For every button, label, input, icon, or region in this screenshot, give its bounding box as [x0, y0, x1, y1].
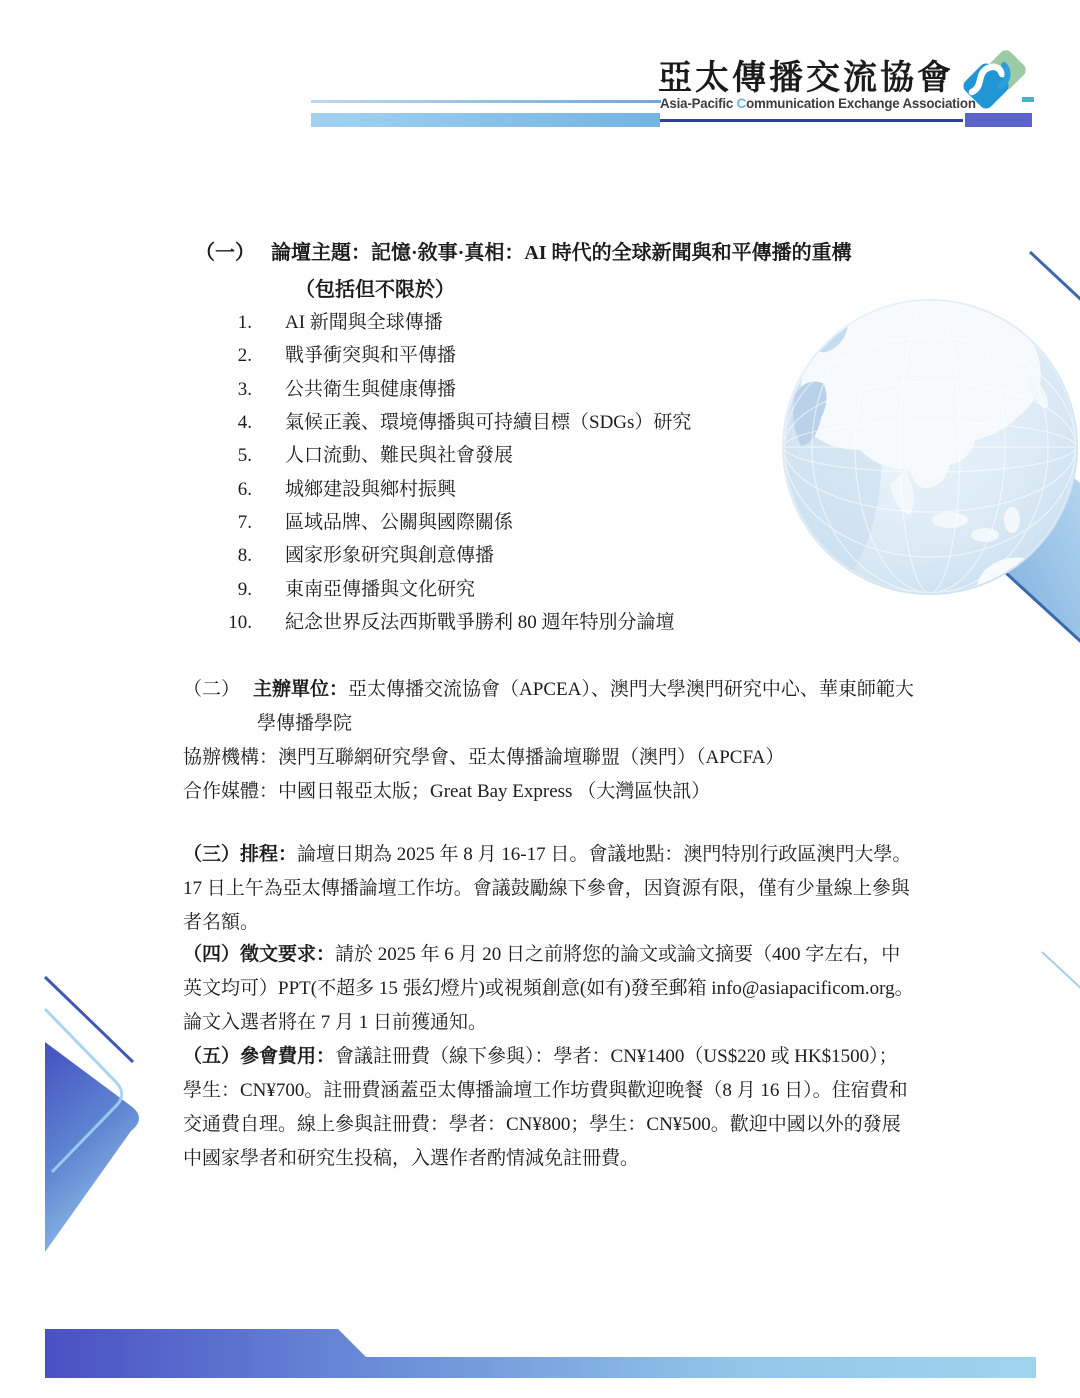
- org-name-en-pre: Asia-Pacific: [660, 95, 737, 111]
- topic-item: [197, 578, 475, 602]
- corner-triangle-graphic: [45, 977, 139, 1252]
- topic-item-text: 人口流動、難民與社會發展: [285, 445, 514, 466]
- topic-item: [197, 378, 456, 402]
- topic-item-number: 10.: [228, 612, 252, 633]
- topic-item: [197, 478, 456, 502]
- topic-item-text: 戰爭衝突與和平傳播: [285, 345, 457, 366]
- section-3-line-1: [183, 843, 911, 867]
- section-2-line-2: 學傳播學院: [257, 713, 353, 734]
- section-4-heading: （四）徵文要求：: [183, 944, 336, 965]
- section-4-line-3: 論文入選者將在 7 月 1 日前獲通知。: [183, 1012, 488, 1033]
- topic-item-number: 7.: [237, 512, 252, 533]
- section-5-line-3: 交通費自理。線上參與註冊費：學者：CN¥800；學生：CN¥500。歡迎中國以外的發展: [183, 1114, 901, 1135]
- topic-item-text: 東南亞傳播與文化研究: [285, 579, 476, 600]
- topic-item-number: 3.: [237, 379, 252, 400]
- topic-item-number: 5.: [237, 445, 252, 466]
- header-block-purple: [965, 113, 1032, 127]
- topic-item-number: 9.: [237, 579, 252, 600]
- section-5-line-2: 學生：CN¥700。註冊費涵蓋亞太傳播論壇工作坊費與歡迎晚餐（8 月 16 日）。住宿費和: [183, 1080, 908, 1101]
- section-4-line-1-text: 請於 2025 年 6 月 20 日之前將您的論文或論文摘要（400 字左右，中: [335, 944, 901, 965]
- section-5-line-4: 中國家學者和研究生投稿，入選作者酌情減免註冊費。: [183, 1148, 640, 1169]
- topic-item: [197, 344, 456, 368]
- section-3-line-2: 17 日上午為亞太傳播論壇工作坊。會議鼓勵線下參會，因資源有限，僅有少量線上參與: [183, 878, 910, 899]
- section-3-heading: （三）排程：: [183, 844, 298, 865]
- section-5-line-1-text: 會議註冊費（線下參與）：學者：CN¥1400（US$220 或 HK$1500）；: [335, 1046, 898, 1067]
- topic-item-text: AI 新聞與全球傳播: [285, 312, 443, 333]
- section-1-heading: [195, 241, 852, 265]
- section-5-heading: （五）參會費用：: [183, 1046, 336, 1067]
- section-3-line-3: 者名額。: [183, 912, 260, 933]
- topic-item: [197, 411, 691, 435]
- topic-item-number: 6.: [237, 479, 252, 500]
- header-rule-navy: [660, 119, 963, 122]
- section-2-heading: 主辦單位：: [253, 679, 349, 700]
- topic-item-text: 氣候正義、環境傳播與可持續目標（SDGs）研究: [285, 412, 692, 433]
- org-logo-icon: [958, 48, 1032, 114]
- section-2-line-3: 協辦機構：澳門互聯網研究學會、亞太傳播論壇聯盟（澳門）（APCFA）: [183, 747, 785, 768]
- section-1-title: 論壇主題：記憶·敘事·真相：AI 時代的全球新聞與和平傳播的重構: [271, 242, 852, 264]
- org-name-en-rest: ommunication Exchange Association: [746, 95, 976, 111]
- topic-item-number: 1.: [237, 312, 252, 333]
- topic-item-number: 8.: [237, 545, 252, 566]
- org-name-en-accent-c: C: [736, 95, 747, 111]
- topic-item-number: 2.: [237, 345, 252, 366]
- header-bar-light: [311, 113, 660, 127]
- topic-item: [197, 544, 494, 568]
- topic-item-text: 城鄉建設與鄉村振興: [285, 479, 457, 500]
- topic-item: [197, 511, 513, 535]
- topic-item-text: 國家形象研究與創意傳播: [285, 545, 495, 566]
- topic-item-number: 4.: [237, 412, 252, 433]
- topic-item: [197, 444, 513, 468]
- section-4-line-2: 英文均可）PPT(不超多 15 張幻燈片)或視頻創意(如有)發至郵箱 info@asiapacificom.org。: [183, 978, 914, 999]
- org-name-zh: 亞太傳播交流協會: [658, 60, 954, 97]
- topic-item-text: 紀念世界反法西斯戰爭勝利 80 週年特別分論壇: [285, 612, 675, 633]
- section-2-label: （二）: [183, 679, 241, 700]
- org-name-en: [660, 95, 976, 111]
- header-rule-thin: [311, 100, 661, 103]
- topic-item-text: 區域品牌、公關與國際關係: [285, 512, 514, 533]
- section-3-line-1-text: 論壇日期為 2025 年 8 月 16-17 日。會議地點：澳門特別行政區澳門大學。: [297, 844, 912, 865]
- section-1-subtitle: （包括但不限於）: [295, 279, 455, 301]
- section-5-line-1: [183, 1045, 898, 1069]
- section-2-line-1-text: 亞太傳播交流協會（APCEA）、澳門大學澳門研究中心、華東師範大: [348, 679, 914, 700]
- topic-item: [197, 611, 675, 635]
- bottom-bar-graphic: [45, 1329, 1036, 1378]
- topic-item-text: 公共衛生與健康傳播: [285, 379, 457, 400]
- topic-item: [197, 311, 443, 335]
- section-1-label: （一）: [195, 242, 255, 264]
- section-2-line-4: 合作媒體：中國日報亞太版；Great Bay Express （大灣區快訊）: [183, 781, 711, 802]
- section-2-line-1: [183, 678, 914, 702]
- section-4-line-1: [183, 943, 900, 967]
